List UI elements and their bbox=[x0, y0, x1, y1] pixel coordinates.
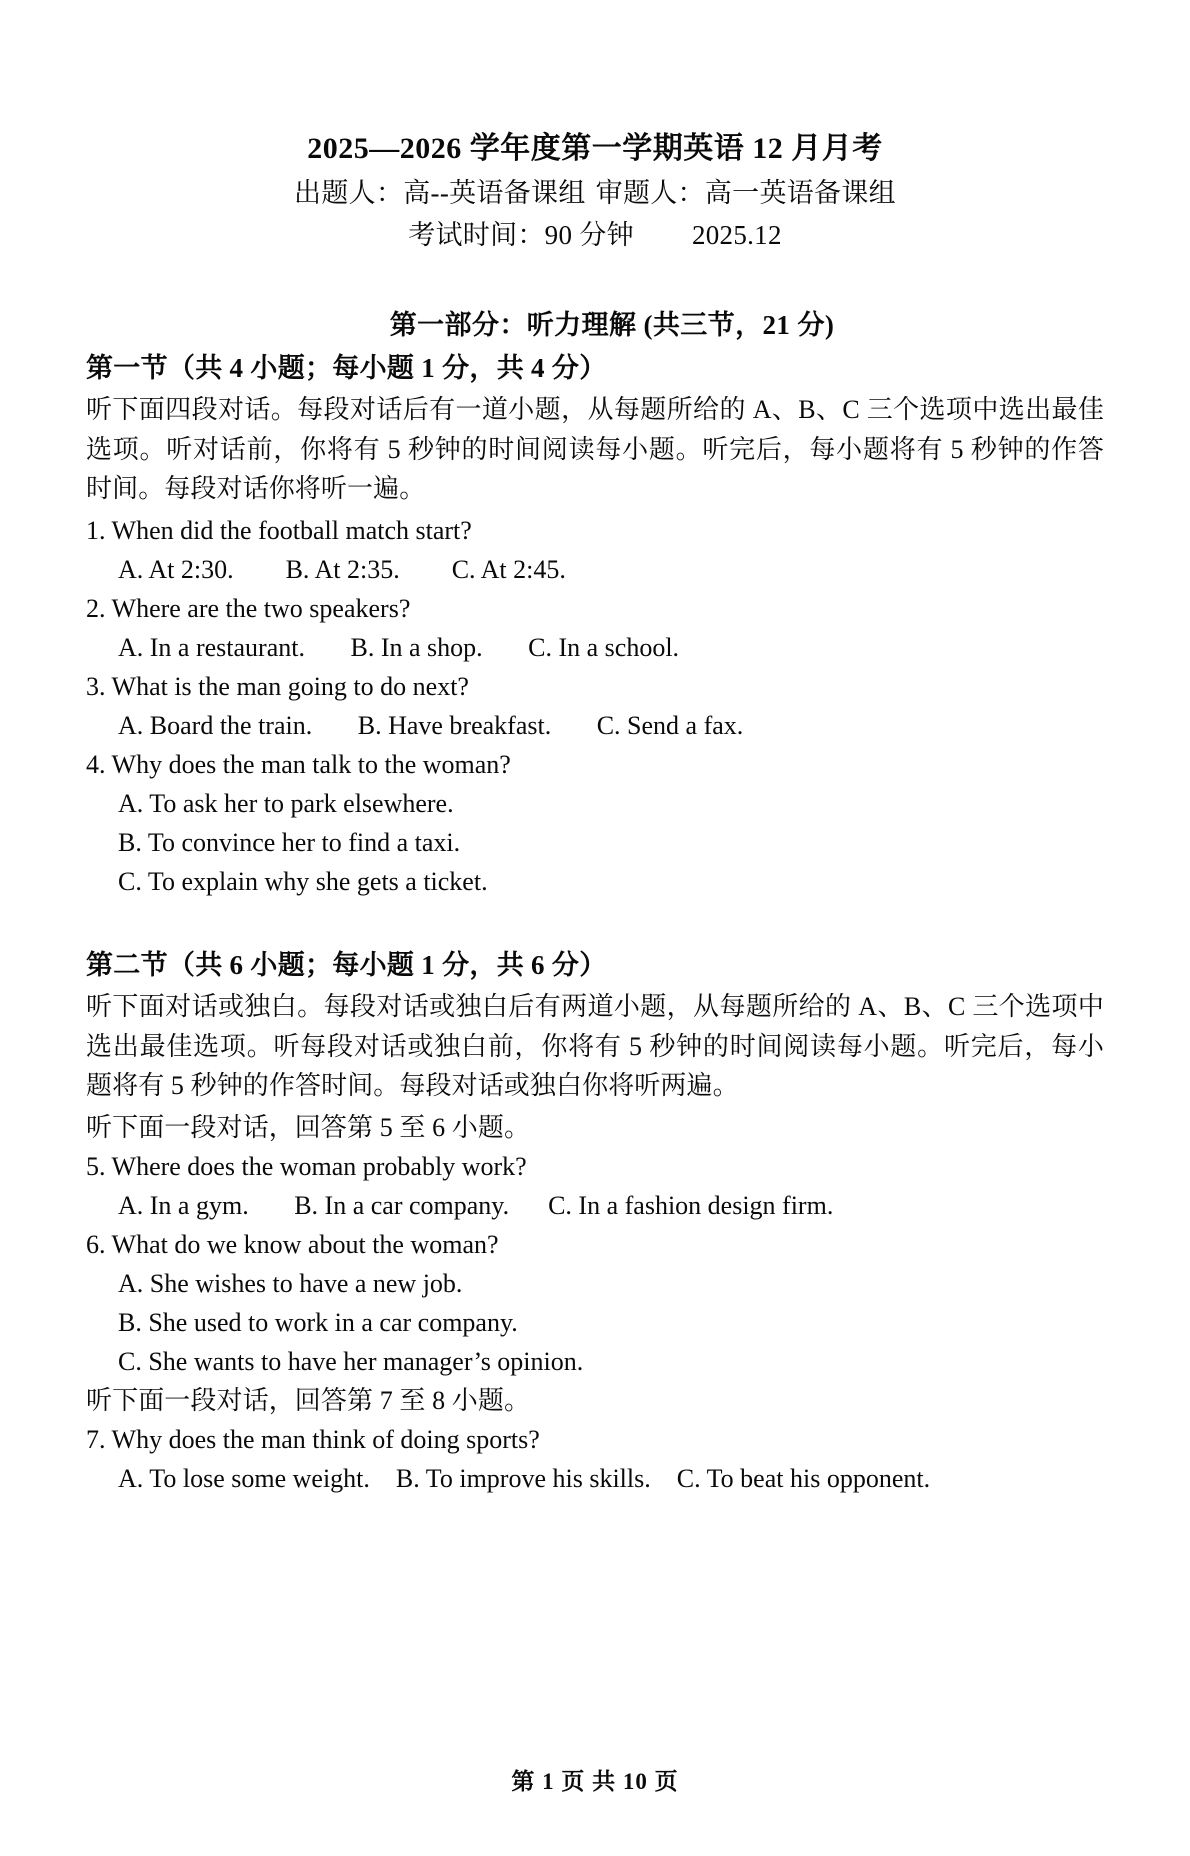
question-5-text: 5. Where does the woman probably work? bbox=[86, 1151, 527, 1181]
section-one-heading: 第一节（共 4 小题；每小题 1 分，共 4 分） bbox=[86, 352, 607, 383]
review-author: 审题人：高一英语备课组 bbox=[595, 178, 896, 208]
question-4-option-a: A. To ask her to park elsewhere. bbox=[118, 788, 454, 818]
question-7-text: 7. Why does the man think of doing sports? bbox=[86, 1424, 540, 1454]
exam-meta-line bbox=[86, 215, 1104, 257]
section-two-cue-1: 听下面一段对话，回答第 5 至 6 小题。 bbox=[86, 1112, 531, 1142]
question-5-options: A. In a gym. B. In a car company. C. In a fashion design firm. bbox=[118, 1190, 834, 1220]
question-2-options: A. In a restaurant. B. In a shop. C. In a school. bbox=[118, 632, 680, 662]
question-4-option-b: B. To convince her to find a taxi. bbox=[118, 827, 461, 857]
question-1-options: A. At 2:30. B. At 2:35. C. At 2:45. bbox=[118, 554, 566, 584]
question-1-text: 1. When did the football match start? bbox=[86, 515, 472, 545]
part-one-heading: 第一部分：听力理解 (共三节，21 分) bbox=[389, 309, 835, 340]
authors-line bbox=[86, 173, 1104, 215]
question-3-options: A. Board the train. B. Have breakfast. C. Send a fax. bbox=[118, 710, 744, 740]
question-6-text: 6. What do we know about the woman? bbox=[86, 1229, 499, 1259]
question-4-text: 4. Why does the man talk to the woman? bbox=[86, 749, 511, 779]
question-6-option-c: C. She wants to have her manager’s opinion. bbox=[118, 1346, 584, 1376]
question-6-option-b: B. She used to work in a car company. bbox=[118, 1307, 518, 1337]
question-4-option-c: C. To explain why she gets a ticket. bbox=[118, 866, 488, 896]
section-two-heading: 第二节（共 6 小题；每小题 1 分，共 6 分） bbox=[86, 949, 607, 980]
section-one-instructions: 听下面四段对话。每段对话后有一道小题，从每题所给的 A、B、C 三个选项中选出最佳选项。听对话前，你将有 5 秒钟的时间阅读每小题。听完后，每小题将有 5 秒钟的作答时间。每段对话你将听一遍。 bbox=[86, 395, 1104, 504]
page-title: 2025—2026 学年度第一学期英语 12 月月考 bbox=[307, 132, 883, 165]
question-6-option-a: A. She wishes to have a new job. bbox=[118, 1268, 463, 1298]
question-7-options: A. To lose some weight. B. To improve his skills. C. To beat his opponent. bbox=[118, 1463, 931, 1493]
section-two-instructions: 听下面对话或独白。每段对话或独白后有两道小题，从每题所给的 A、B、C 三个选项中选出最佳选项。听每段对话或独白前，你将有 5 秒钟的时间阅读每小题。听完后，每小题将有 5 秒钟的作答时间。每段对话或独白你将听两遍。 bbox=[86, 992, 1104, 1101]
section-two-cue-2: 听下面一段对话，回答第 7 至 8 小题。 bbox=[86, 1385, 531, 1415]
exam-duration: 考试时间：90 分钟 bbox=[408, 219, 634, 250]
page-footer: 第 1 页 共 10 页 bbox=[511, 1769, 679, 1794]
question-2-text: 2. Where are the two speakers? bbox=[86, 593, 411, 623]
question-author: 出题人：高--英语备课组 bbox=[294, 178, 586, 208]
exam-date: 2025.12 bbox=[691, 219, 782, 250]
question-3-text: 3. What is the man going to do next? bbox=[86, 671, 469, 701]
document-content bbox=[86, 126, 1104, 1498]
